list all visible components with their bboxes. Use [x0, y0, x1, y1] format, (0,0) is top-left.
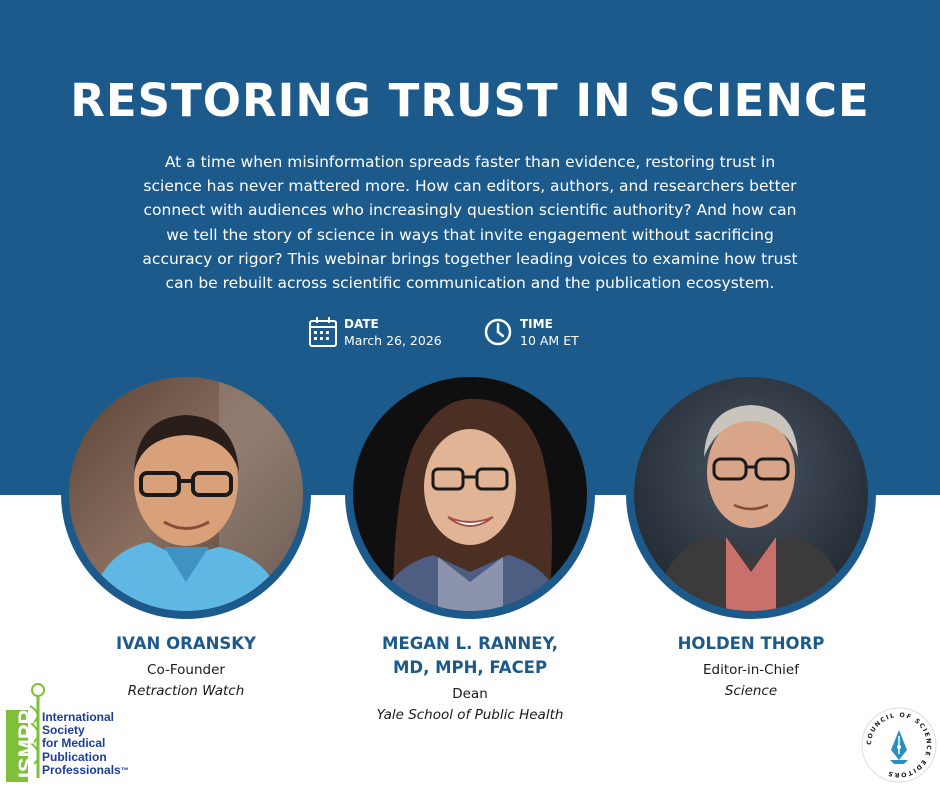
event-date: [308, 316, 442, 352]
speaker-photo-ivan-oransky: [61, 369, 311, 619]
speaker-name: HOLDEN THORP: [677, 634, 825, 653]
time-label: TIME: [520, 317, 553, 331]
speaker-organization: Retraction Watch: [127, 683, 245, 699]
ismpp-line: [42, 764, 129, 777]
event-time: [484, 316, 579, 352]
ismpp-line-text: Professionals: [42, 762, 121, 777]
description-line: we tell the story of science in ways that invite engagement without sacrificing: [166, 225, 774, 244]
description-line: At a time when misinformation spreads faster than evidence, restoring trust in: [164, 153, 776, 171]
trademark: ™: [120, 765, 129, 775]
ismpp-line: Publication: [42, 749, 107, 764]
speaker-photo-megan-ranney: [345, 369, 595, 619]
clock-icon: [484, 316, 514, 348]
date-label: DATE: [344, 317, 379, 331]
ismpp-line: for Medical: [42, 736, 106, 751]
ismpp-name: [42, 711, 129, 777]
calendar-icon: [308, 316, 338, 348]
speaker-photo-holden-thorp: [626, 369, 876, 619]
speaker-name: MEGAN L. RANNEY,: [382, 634, 558, 653]
council-of-science-editors-logo: [860, 706, 938, 784]
time-value: 10 AM ET: [520, 333, 579, 348]
ismpp-abbreviation: ISMPP: [14, 709, 39, 779]
event-description: [100, 150, 840, 295]
speaker-role: Dean: [452, 686, 488, 702]
ismpp-line: International: [42, 710, 115, 724]
speaker-card-holden-thorp: [626, 632, 876, 702]
speaker-organization: Yale School of Public Health: [376, 707, 564, 723]
date-value: March 26, 2026: [344, 333, 442, 348]
speaker-role: Co-Founder: [147, 662, 225, 678]
description-line: accuracy or rigor? This webinar brings together leading voices to examine how trust: [142, 249, 798, 268]
speaker-card-megan-ranney: [345, 632, 595, 726]
description-line: connect with audiences who increasingly question scientific authority? And how can: [143, 201, 797, 220]
ismpp-line: Society: [42, 723, 85, 738]
speaker-organization: Science: [724, 683, 778, 699]
cse-ring-text: COUNCIL OF SCIENCE EDITORS: [865, 711, 933, 779]
speaker-role: Editor-in-Chief: [703, 662, 799, 678]
speaker-name: IVAN ORANSKY: [115, 634, 257, 653]
description-line: science has never mattered more. How can editors, authors, and researchers better: [143, 177, 797, 196]
page-title: RESTORING TRUST IN SCIENCE: [70, 74, 870, 127]
speaker-credentials: MD, MPH, FACEP: [392, 658, 548, 677]
description-line: can be rebuilt across scientific communication and the publication ecosystem.: [165, 274, 775, 293]
